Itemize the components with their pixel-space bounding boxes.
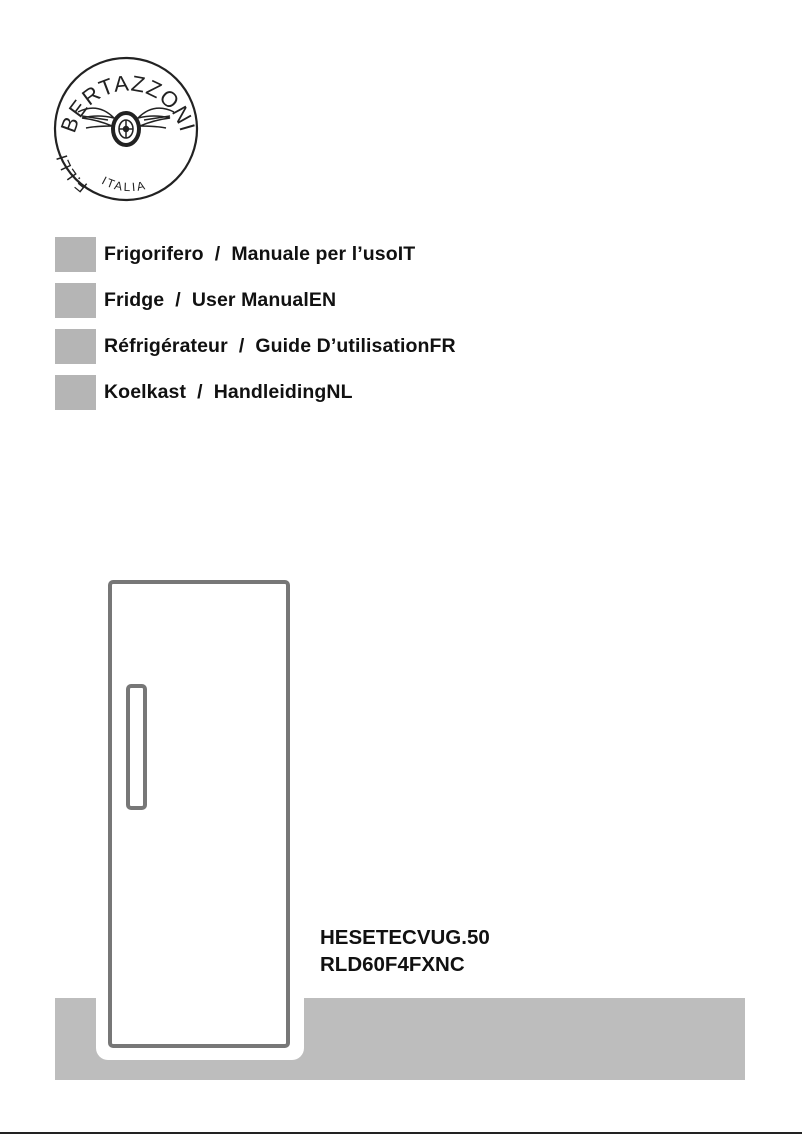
logo-arc-top: BERTAZZONI	[55, 70, 200, 136]
manual-title: Frigorifero	[104, 243, 204, 265]
language-code: FR	[429, 335, 456, 357]
fridge-illustration-icon	[108, 580, 290, 1048]
logo-arc-left: F.LLI	[53, 151, 91, 196]
language-row-it	[55, 237, 415, 272]
separator: /	[197, 381, 203, 403]
manual-subtitle: Manuale per l’uso	[231, 243, 398, 265]
manual-title: Réfrigérateur	[104, 335, 228, 357]
language-code: IT	[397, 243, 416, 265]
language-row-en	[55, 283, 336, 318]
language-marker	[55, 329, 96, 364]
logo-seal-icon	[52, 56, 200, 202]
language-label	[104, 381, 353, 404]
brand-logo	[52, 56, 200, 202]
language-label	[104, 243, 415, 266]
language-marker	[55, 375, 96, 410]
page-bottom-rule	[0, 1132, 802, 1134]
svg-text:ITALIA	[100, 174, 148, 195]
winged-wheel-icon	[78, 108, 174, 145]
language-marker	[55, 237, 96, 272]
manual-subtitle: User Manual	[191, 289, 309, 311]
language-code: EN	[308, 289, 337, 311]
language-marker	[55, 283, 96, 318]
language-label	[104, 289, 336, 312]
separator: /	[238, 335, 245, 357]
manual-subtitle: Guide D’utilisation	[255, 335, 430, 357]
language-label	[104, 335, 456, 358]
language-code: NL	[326, 381, 353, 403]
separator: /	[175, 289, 181, 311]
separator: /	[214, 243, 221, 265]
manual-title: Fridge	[104, 289, 165, 311]
fridge-handle-icon	[126, 684, 147, 810]
language-row-nl	[55, 375, 353, 410]
manual-title: Koelkast	[104, 381, 187, 403]
model-number-2: RLD60F4FXNC	[320, 953, 465, 976]
svg-text:F.LLI	[54, 152, 91, 195]
logo-arc-bottom: ITALIA	[99, 173, 149, 195]
model-number-1: HESETECVUG.50	[320, 926, 490, 949]
language-row-fr	[55, 329, 456, 364]
manual-subtitle: Handleiding	[213, 381, 327, 403]
